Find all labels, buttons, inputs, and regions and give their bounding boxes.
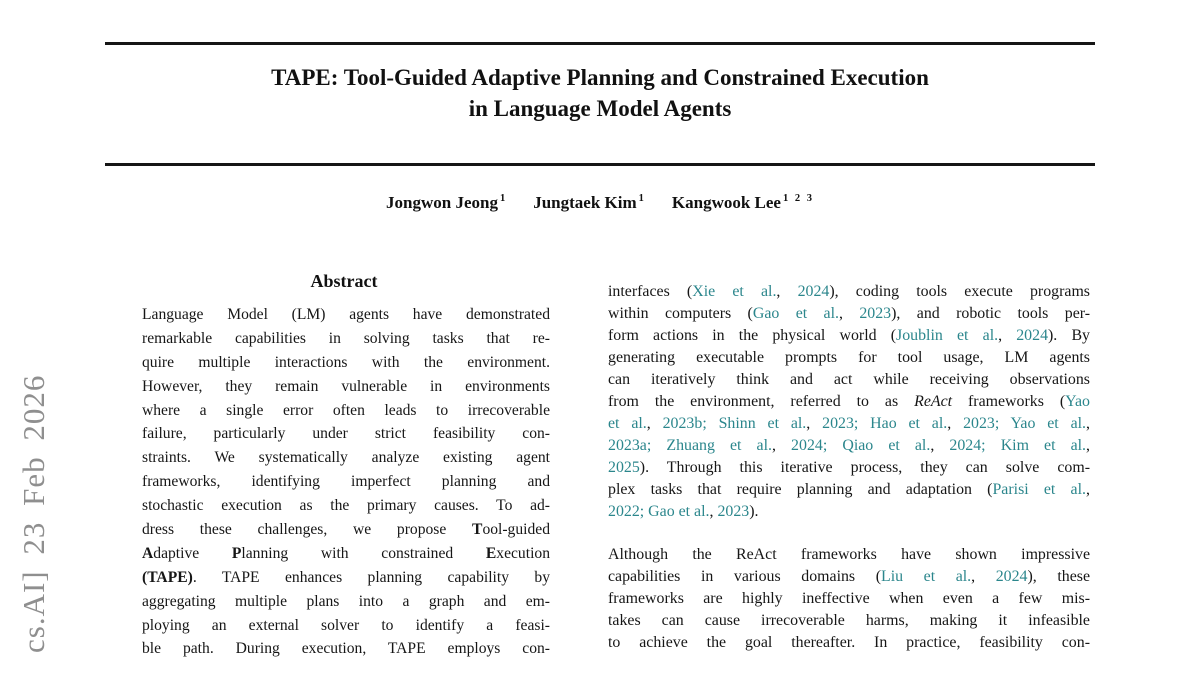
text-line xyxy=(142,327,550,351)
body-text: , xyxy=(709,503,718,520)
author-name: Kangwook Lee $^{1 2 3}$ xyxy=(671,193,814,212)
citation-link[interactable]: Yao xyxy=(1065,393,1090,410)
text-line xyxy=(142,566,550,590)
bold-text: (TAPE) xyxy=(142,568,193,586)
body-text: ), coding tools execute programs xyxy=(829,283,1090,300)
citation-link[interactable]: 2023 xyxy=(717,503,750,520)
abstract-column xyxy=(142,303,550,661)
citation-link[interactable]: Gao et al. xyxy=(648,503,710,520)
text-line xyxy=(142,614,550,638)
text-line xyxy=(608,347,1090,369)
arxiv-watermark: cs.AI] 23 Feb 2026 xyxy=(16,374,51,653)
body-text: frameworks, identifying imperfect planning and xyxy=(142,473,550,491)
text-line xyxy=(142,375,550,399)
citation-link[interactable]: 2023a xyxy=(608,437,647,454)
text-line xyxy=(608,413,1090,435)
text-line xyxy=(608,435,1090,457)
author-name: Jongwon Jeong $^1$ xyxy=(386,193,508,212)
body-text: frameworks are highly ineffective when even a few mis- xyxy=(608,590,1090,607)
body-text: aggregating multiple plans into a graph and em- xyxy=(142,592,550,610)
italic-text: ReAct xyxy=(914,393,953,410)
author-affiliation-sup: 1 2 3 xyxy=(782,193,814,205)
text-line xyxy=(608,479,1090,501)
body-text: ool-guided xyxy=(482,521,550,539)
author-affiliation-sup: 1 xyxy=(638,193,646,205)
body-text: , xyxy=(776,283,798,300)
body-text: , xyxy=(930,437,950,454)
citation-link[interactable]: ; xyxy=(639,503,649,520)
citation-link[interactable]: Yao et al. xyxy=(1010,415,1087,432)
paper-title-line2: in Language Model Agents xyxy=(468,96,732,121)
body-text: takes can cause irrecoverable harms, making it infeasible xyxy=(608,612,1090,629)
citation-link[interactable]: Hao et al. xyxy=(870,415,948,432)
text-line xyxy=(142,518,550,542)
citation-link[interactable]: 2024 xyxy=(995,568,1028,585)
text-line xyxy=(142,351,550,375)
citation-link[interactable]: Xie et al. xyxy=(692,283,777,300)
text-line xyxy=(142,446,550,470)
body-text: , xyxy=(806,415,823,432)
text-line xyxy=(142,637,550,661)
citation-link[interactable]: 2023 xyxy=(859,305,892,322)
body-text: remarkable capabilities in solving tasks that re- xyxy=(142,329,550,347)
citation-link[interactable]: Zhuang et al. xyxy=(666,437,772,454)
bold-text: T xyxy=(472,521,483,539)
bold-text: A xyxy=(142,544,154,562)
text-line xyxy=(142,303,550,327)
citation-link[interactable]: Joublin et al. xyxy=(896,327,999,344)
body-text: quire multiple interactions with the environment. xyxy=(142,353,550,371)
paragraph xyxy=(608,544,1090,654)
body-text: , xyxy=(998,327,1017,344)
citation-link[interactable]: Liu et al. xyxy=(881,568,972,585)
text-line xyxy=(608,632,1090,654)
top-rule xyxy=(105,42,1095,45)
body-text: , xyxy=(1086,437,1091,454)
text-line xyxy=(142,542,550,566)
paper-title xyxy=(105,62,1095,124)
text-line xyxy=(608,501,1090,523)
body-text: , xyxy=(771,437,792,454)
citation-link[interactable]: ; xyxy=(646,437,667,454)
body-text: ). xyxy=(749,503,759,520)
citation-link[interactable]: Shinn et al. xyxy=(718,415,807,432)
body-text: generating executable prompts for tool usage, LM agents xyxy=(608,349,1090,366)
bold-text: E xyxy=(485,544,497,562)
text-line xyxy=(142,470,550,494)
citation-link[interactable]: 2024 xyxy=(797,283,830,300)
body-text: where a single error often leads to irrecoverable xyxy=(142,401,550,419)
body-text: However, they remain vulnerable in environments xyxy=(142,377,550,395)
citation-link[interactable]: 2023 xyxy=(963,415,995,432)
author-list xyxy=(105,193,1095,213)
citation-link[interactable]: ; xyxy=(994,415,1011,432)
paragraph xyxy=(608,281,1090,523)
citation-link[interactable]: ; xyxy=(853,415,871,432)
citation-link[interactable]: 2024 xyxy=(949,437,982,454)
citation-link[interactable]: ; xyxy=(981,437,1001,454)
body-text: stochastic execution as the primary causes. To ad- xyxy=(142,497,550,515)
body-text: dress these challenges, we propose xyxy=(142,521,473,539)
text-line xyxy=(608,566,1090,588)
body-text: from the environment, referred to as xyxy=(608,393,915,410)
body-text: Language Model (LM) agents have demonstrated xyxy=(142,306,550,323)
text-line xyxy=(608,610,1090,632)
body-text: to achieve the goal thereafter. In practice, feasibility con- xyxy=(608,634,1090,651)
citation-link[interactable]: 2023b xyxy=(662,415,703,432)
paper-title-line1: TAPE: Tool-Guided Adaptive Planning and Constrained Execution xyxy=(271,65,929,90)
body-text: frameworks ( xyxy=(952,393,1066,410)
body-text: ), and robotic tools per- xyxy=(891,305,1091,322)
text-line xyxy=(608,457,1090,479)
citation-link[interactable]: Parisi et al. xyxy=(992,481,1086,498)
bold-text: P xyxy=(231,544,242,562)
title-bottom-rule xyxy=(105,163,1095,166)
text-line xyxy=(142,399,550,423)
body-text: , xyxy=(1086,415,1090,432)
citation-link[interactable]: 2024 xyxy=(791,437,823,454)
text-line xyxy=(608,303,1090,325)
body-text: ble path. During execution, TAPE employs con- xyxy=(142,640,550,658)
citation-link[interactable]: 2023 xyxy=(822,415,854,432)
body-text: straints. We systematically analyze existing agent xyxy=(142,449,550,467)
citation-link[interactable]: Gao et al. xyxy=(752,305,839,322)
body-text: ), these xyxy=(1027,568,1091,585)
citation-link[interactable]: ; xyxy=(702,415,719,432)
body-text: ploying an external solver to identify a feasi- xyxy=(142,616,550,634)
body-text: , xyxy=(1086,481,1090,498)
citation-link[interactable]: Kim et al. xyxy=(1000,437,1087,454)
abstract-heading: Abstract xyxy=(310,271,378,291)
body-text: failure, particularly under strict feasibility con- xyxy=(142,425,550,443)
text-line xyxy=(608,369,1090,391)
body-text: . TAPE enhances planning capability by xyxy=(192,568,550,586)
body-text: can iteratively think and act while receiving observations xyxy=(608,371,1090,388)
body-text: , xyxy=(947,415,964,432)
author-name: Jungtaek Kim $^1$ xyxy=(533,193,646,212)
body-text: form actions in the physical world ( xyxy=(608,327,897,344)
citation-link[interactable]: et al. xyxy=(608,415,647,432)
text-line xyxy=(142,590,550,614)
citation-link[interactable]: 2022 xyxy=(608,503,640,520)
citation-link[interactable]: ; xyxy=(822,437,843,454)
body-text: Although the ReAct frameworks have shown impressive xyxy=(608,546,1090,563)
body-text: plex tasks that require planning and adaptation ( xyxy=(608,481,993,498)
body-text: , xyxy=(971,568,996,585)
text-line xyxy=(608,544,1090,566)
citation-link[interactable]: Qiao et al. xyxy=(842,437,931,454)
body-text: capabilities in various domains ( xyxy=(608,568,881,585)
text-line xyxy=(608,588,1090,610)
body-text: xecution xyxy=(496,544,550,562)
body-text: daptive xyxy=(153,544,232,562)
text-line xyxy=(142,422,550,446)
body-text: interfaces ( xyxy=(608,283,693,300)
body-text: ). By xyxy=(1048,327,1090,344)
citation-link[interactable]: 2024 xyxy=(1016,327,1049,344)
body-text: lanning with constrained xyxy=(241,544,486,562)
text-line xyxy=(608,325,1090,347)
text-line xyxy=(608,281,1090,303)
body-text: , xyxy=(838,305,860,322)
intro-column xyxy=(608,281,1090,675)
text-line xyxy=(142,494,550,518)
citation-link[interactable]: 2025 xyxy=(608,459,640,476)
body-text: ). Through this iterative process, they can solve com- xyxy=(639,459,1090,476)
author-affiliation-sup: 1 xyxy=(499,193,508,205)
text-line xyxy=(608,391,1090,413)
body-text: , xyxy=(646,415,663,432)
body-text: within computers ( xyxy=(608,305,753,322)
